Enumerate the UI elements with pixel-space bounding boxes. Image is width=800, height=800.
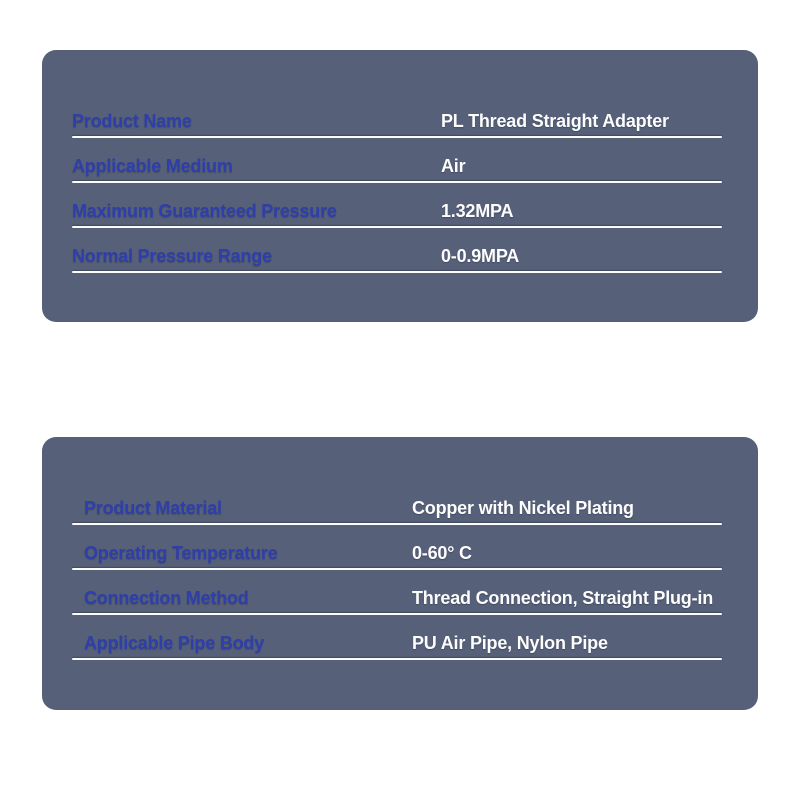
spec-rows-basic [42,93,758,273]
spec-row-connection-method [42,570,758,615]
spec-row-applicable-pipe-body [42,615,758,660]
spec-row-max-pressure [42,183,758,228]
spec-row-normal-pressure [42,228,758,273]
spec-rows-material [42,480,758,660]
spec-label-product-name: Product Name [72,111,192,131]
spec-value-operating-temperature: 0-60° C [412,543,472,563]
spec-value-max-pressure: 1.32MPA [441,201,514,221]
spec-row-product-name [42,93,758,138]
spec-panel-material [42,437,758,710]
spec-label-normal-pressure: Normal Pressure Range [72,246,272,266]
spec-row-product-material [42,480,758,525]
spec-label-connection-method: Connection Method [84,588,249,608]
spec-value-normal-pressure: 0-0.9MPA [441,246,520,266]
spec-value-applicable-medium: Air [441,156,466,176]
spec-row-operating-temperature [42,525,758,570]
spec-label-operating-temperature: Operating Temperature [84,543,278,563]
row-divider [72,658,722,660]
spec-label-product-material: Product Material [84,498,222,518]
spec-value-product-name: PL Thread Straight Adapter [441,111,669,131]
spec-label-max-pressure: Maximum Guaranteed Pressure [72,201,337,221]
spec-value-product-material: Copper with Nickel Plating [412,498,634,518]
row-divider [72,271,722,273]
spec-label-applicable-pipe-body: Applicable Pipe Body [84,633,265,653]
spec-value-connection-method: Thread Connection, Straight Plug-in [412,588,713,608]
spec-label-applicable-medium: Applicable Medium [72,156,233,176]
spec-row-applicable-medium [42,138,758,183]
spec-panel-basic [42,50,758,322]
spec-value-applicable-pipe-body: PU Air Pipe, Nylon Pipe [412,633,608,653]
